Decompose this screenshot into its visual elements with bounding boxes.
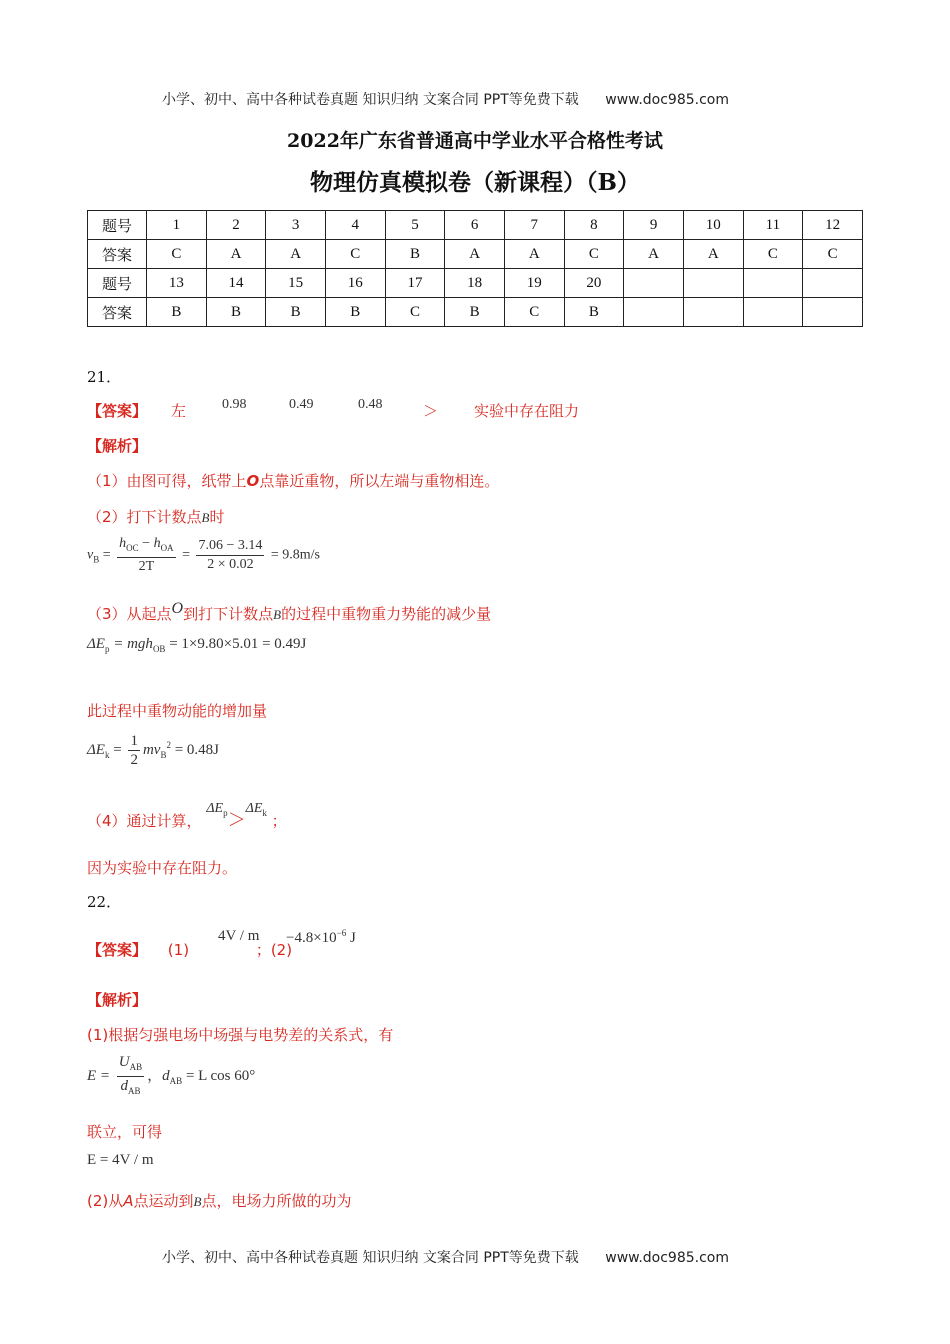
table-row — [88, 240, 863, 269]
table-cell: B — [445, 298, 505, 327]
page-footer — [162, 1247, 729, 1267]
point-o: O — [246, 472, 260, 490]
answer-1: 左 — [171, 402, 187, 420]
answer-part-1: 4V / m — [218, 928, 260, 944]
eq-sub: AB — [129, 1062, 143, 1072]
eq-op: ， — [147, 1067, 163, 1084]
table-cell — [624, 269, 684, 298]
analysis-step-2 — [87, 506, 225, 527]
point-b: B — [193, 1194, 202, 1209]
table-cell: C — [325, 240, 385, 269]
table-cell — [683, 298, 743, 327]
analysis-step-3 — [87, 600, 492, 624]
table-cell: 15 — [266, 269, 326, 298]
eq-symbol: ΔE — [87, 741, 105, 758]
analysis-step-1 — [87, 470, 499, 491]
table-cell: 14 — [206, 269, 266, 298]
eq-sup: 2 — [166, 739, 171, 750]
question-21-number: 21． — [87, 368, 122, 386]
eq-num: 7.06 − 3.14 — [196, 537, 264, 556]
table-cell: B — [266, 298, 326, 327]
table-cell: 7 — [504, 211, 564, 240]
table-cell: B — [325, 298, 385, 327]
point-b: B — [273, 607, 282, 622]
step-text: 到打下计数点 — [183, 605, 274, 623]
table-cell: B — [206, 298, 266, 327]
question-label: 题号 — [88, 211, 147, 240]
table-cell: A — [504, 240, 564, 269]
step-text: （2）打下计数点 — [87, 508, 202, 526]
table-row — [88, 269, 863, 298]
step-text: 的过程中重物重力势能的减少量 — [281, 605, 492, 623]
step-text: 点，电场力所做的功为 — [201, 1192, 352, 1210]
table-cell: 12 — [803, 211, 863, 240]
eq-symbol: d — [162, 1067, 170, 1084]
table-cell: 19 — [504, 269, 564, 298]
step-text: （1）由图可得，纸带上 — [87, 472, 247, 490]
eq-sub: OA — [160, 542, 174, 553]
eq-symbol: ΔE — [245, 801, 263, 816]
table-cell: 17 — [385, 269, 445, 298]
step-text: （3）从起点 — [87, 605, 172, 623]
table-cell: 16 — [325, 269, 385, 298]
question-21-analysis-label: 【解析】 — [87, 437, 148, 455]
table-cell: C — [504, 298, 564, 327]
eq-symbol: ΔE — [87, 636, 105, 652]
table-cell: A — [206, 240, 266, 269]
analysis-step-2: 联立，可得 — [87, 1123, 163, 1141]
table-cell — [624, 298, 684, 327]
exam-title: 2022年广东省普通高中学业水平合格性考试 — [287, 130, 663, 152]
eq-unit: J — [350, 930, 356, 946]
table-cell: 9 — [624, 211, 684, 240]
table-cell: A — [683, 240, 743, 269]
equation-potential-energy — [87, 636, 306, 654]
table-cell: 18 — [445, 269, 505, 298]
eq-result: = 9.8m/s — [270, 547, 320, 563]
table-cell: A — [445, 240, 505, 269]
eq-den: 2 — [130, 752, 138, 768]
eq-sub: AB — [169, 1075, 183, 1086]
eq-op: − — [138, 536, 154, 551]
header-text: 小学、初中、高中各种试卷真题 知识归纳 文案合同 PPT等免费下载 — [162, 92, 579, 108]
answer-separator: ；(2) — [255, 941, 293, 959]
point-a: A — [123, 1192, 134, 1210]
equation-field-strength — [87, 1053, 255, 1100]
table-cell: 11 — [743, 211, 803, 240]
eq-value: −4.8×10 — [286, 930, 337, 946]
table-cell: 1 — [147, 211, 207, 240]
table-cell: 2 — [206, 211, 266, 240]
eq-sub: p — [223, 807, 228, 818]
table-cell — [803, 298, 863, 327]
point-b: B — [201, 510, 210, 525]
fraction — [128, 732, 140, 769]
eq-sub: AB — [127, 1086, 141, 1096]
analysis-step-4 — [87, 801, 287, 832]
answer-table — [87, 210, 863, 327]
fraction — [117, 1053, 144, 1100]
eq-den: 2T — [138, 558, 155, 574]
answer-label: 答案 — [88, 240, 147, 269]
eq-result: = 0.48J — [174, 741, 219, 758]
step-text: （4）通过计算， — [87, 812, 202, 830]
analysis-step-3b: 此过程中重物动能的增加量 — [87, 702, 268, 720]
table-cell — [683, 269, 743, 298]
equation-velocity: $v_B$ = $\frac{h_{OC} - h_{OA}}{2T}$ = $\frac{7.06 - 3.14}{2 \times 0.02}$ = 9.8m/s — [87, 536, 320, 574]
point-o: O — [171, 600, 184, 617]
compare-ek — [246, 801, 267, 816]
answer-5: ＞ — [423, 402, 439, 420]
eq-result: = L cos 60° — [185, 1067, 256, 1084]
exam-subtitle: 物理仿真模拟卷（新课程）（B） — [310, 169, 640, 196]
table-cell: A — [624, 240, 684, 269]
table-cell: 13 — [147, 269, 207, 298]
eq-symbol: ΔE — [206, 801, 224, 816]
table-cell: C — [743, 240, 803, 269]
eq-symbol: mv — [142, 741, 161, 758]
compare-ep — [206, 801, 227, 816]
table-cell: 10 — [683, 211, 743, 240]
eq-sub: k — [104, 749, 110, 760]
eq-symbol: v — [87, 547, 94, 563]
table-cell: A — [266, 240, 326, 269]
answer-6: 实验中存在阻力 — [474, 402, 580, 420]
footer-site-link[interactable]: www.doc985.com — [605, 1250, 729, 1266]
question-22-analysis-label: 【解析】 — [87, 991, 148, 1009]
eq-symbol: U — [118, 1054, 130, 1070]
answer-part-2 — [286, 928, 356, 947]
question-22-number: 22． — [87, 893, 122, 911]
answer-2: 0.98 — [222, 397, 247, 412]
table-cell — [743, 298, 803, 327]
footer-text: 小学、初中、高中各种试卷真题 知识归纳 文案合同 PPT等免费下载 — [162, 1250, 579, 1266]
page-header — [162, 89, 729, 109]
fraction — [196, 537, 264, 574]
step-text: 点靠近重物，所以左端与重物相连。 — [259, 472, 500, 490]
table-cell — [803, 269, 863, 298]
eq-sub: OC — [126, 542, 139, 553]
equation-result: E = 4V / m — [87, 1152, 154, 1168]
answer-part-1-label: (1) — [167, 941, 190, 959]
answer-4: 0.48 — [358, 397, 383, 412]
table-cell: 8 — [564, 211, 624, 240]
table-cell: B — [385, 240, 445, 269]
eq-symbol: h — [153, 536, 161, 551]
table-cell: C — [147, 240, 207, 269]
eq-sub: k — [262, 807, 267, 818]
equation-kinetic-energy — [87, 732, 219, 769]
eq-symbol: E = — [87, 1067, 111, 1084]
table-cell: 20 — [564, 269, 624, 298]
header-site-link[interactable]: www.doc985.com — [605, 92, 729, 108]
eq-num: 1 — [130, 733, 138, 749]
analysis-conclusion: 因为实验中存在阻力。 — [87, 859, 238, 877]
table-cell: B — [564, 298, 624, 327]
eq-den: 2 × 0.02 — [207, 556, 254, 572]
gt-sign: ＞ — [227, 810, 246, 831]
table-cell: C — [564, 240, 624, 269]
table-row — [88, 298, 863, 327]
eq-symbol: h — [119, 536, 127, 551]
eq-sub: p — [104, 644, 110, 654]
table-cell — [743, 269, 803, 298]
question-label: 题号 — [88, 269, 147, 298]
fraction — [117, 535, 175, 576]
eq-op: = — [113, 741, 122, 758]
table-row — [88, 211, 863, 240]
analysis-step-1: (1)根据匀强电场中场强与电势差的关系式，有 — [87, 1026, 394, 1044]
analysis-step-3 — [87, 1190, 352, 1211]
table-cell: 4 — [325, 211, 385, 240]
eq-symbol: d — [120, 1078, 128, 1094]
step-text: 时 — [209, 508, 225, 526]
eq-sub: B — [93, 554, 100, 565]
eq-sup: −6 — [336, 928, 347, 938]
step-text: 点运动到 — [133, 1192, 194, 1210]
table-cell: C — [803, 240, 863, 269]
step-text: ； — [271, 812, 287, 830]
eq-symbol: = mgh — [113, 636, 153, 652]
table-cell: 6 — [445, 211, 505, 240]
answer-label: 【答案】 — [87, 402, 148, 420]
question-21-answer — [87, 397, 580, 421]
eq-sub: B — [160, 749, 167, 760]
step-text: (2)从 — [87, 1192, 124, 1210]
eq-result: = 1×9.80×5.01 = 0.49J — [169, 636, 307, 652]
answer-label: 【答案】 — [87, 941, 148, 959]
table-cell: C — [385, 298, 445, 327]
answer-label: 答案 — [88, 298, 147, 327]
table-cell: 5 — [385, 211, 445, 240]
table-cell: B — [147, 298, 207, 327]
table-cell: 3 — [266, 211, 326, 240]
eq-sub: OB — [152, 644, 166, 654]
answer-3: 0.49 — [289, 397, 314, 412]
